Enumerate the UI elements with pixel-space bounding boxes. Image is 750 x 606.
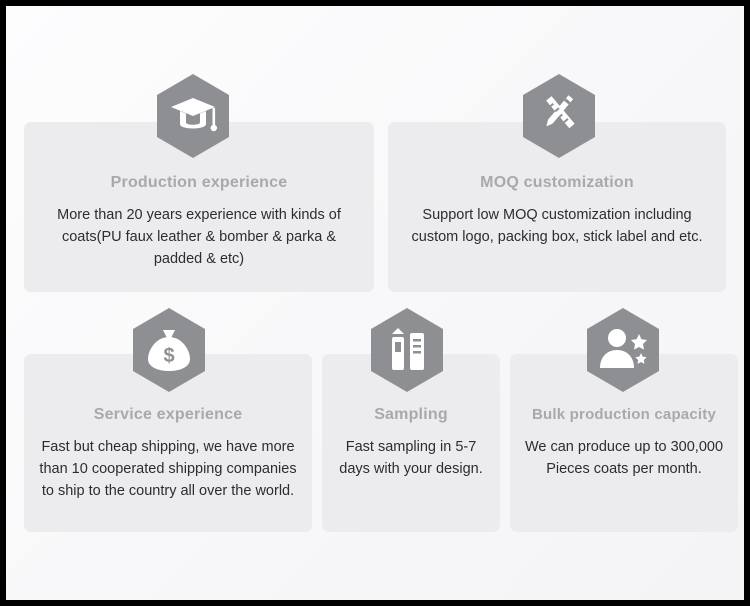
card-body-bulk-production: We can produce up to 300,000 Pieces coats per month. <box>524 439 724 477</box>
hex-badge-sampling <box>368 306 446 394</box>
hex-badge-service-experience <box>130 306 208 394</box>
card-body-moq-customization: Support low MOQ customization including custom logo, packing box, stick label and etc. <box>411 207 703 245</box>
card-title-sampling: Sampling <box>374 406 448 423</box>
infographic-canvas <box>6 6 744 600</box>
card-body-service-experience: Fast but cheap shipping, we have more than 10 cooperated shipping companies to ship to the country all over the world. <box>39 439 297 499</box>
card-title-service-experience: Service experience <box>93 406 243 423</box>
card-body-sampling: Fast sampling in 5-7 days with your design. <box>339 439 483 477</box>
card-title-bulk-production: Bulk production capacity <box>532 406 716 423</box>
card-title-production-experience: Production experience <box>110 174 288 191</box>
card-body-production-experience: More than 20 years experience with kinds of coats(PU faux leather & bomber & parka & padded & etc) <box>57 207 341 267</box>
hex-badge-moq-customization <box>520 72 598 160</box>
card-title-moq-customization: MOQ customization <box>480 174 634 191</box>
hex-badge-production-experience <box>154 72 232 160</box>
svg-text:$: $ <box>163 345 175 367</box>
hex-badge-bulk-production <box>584 306 662 394</box>
